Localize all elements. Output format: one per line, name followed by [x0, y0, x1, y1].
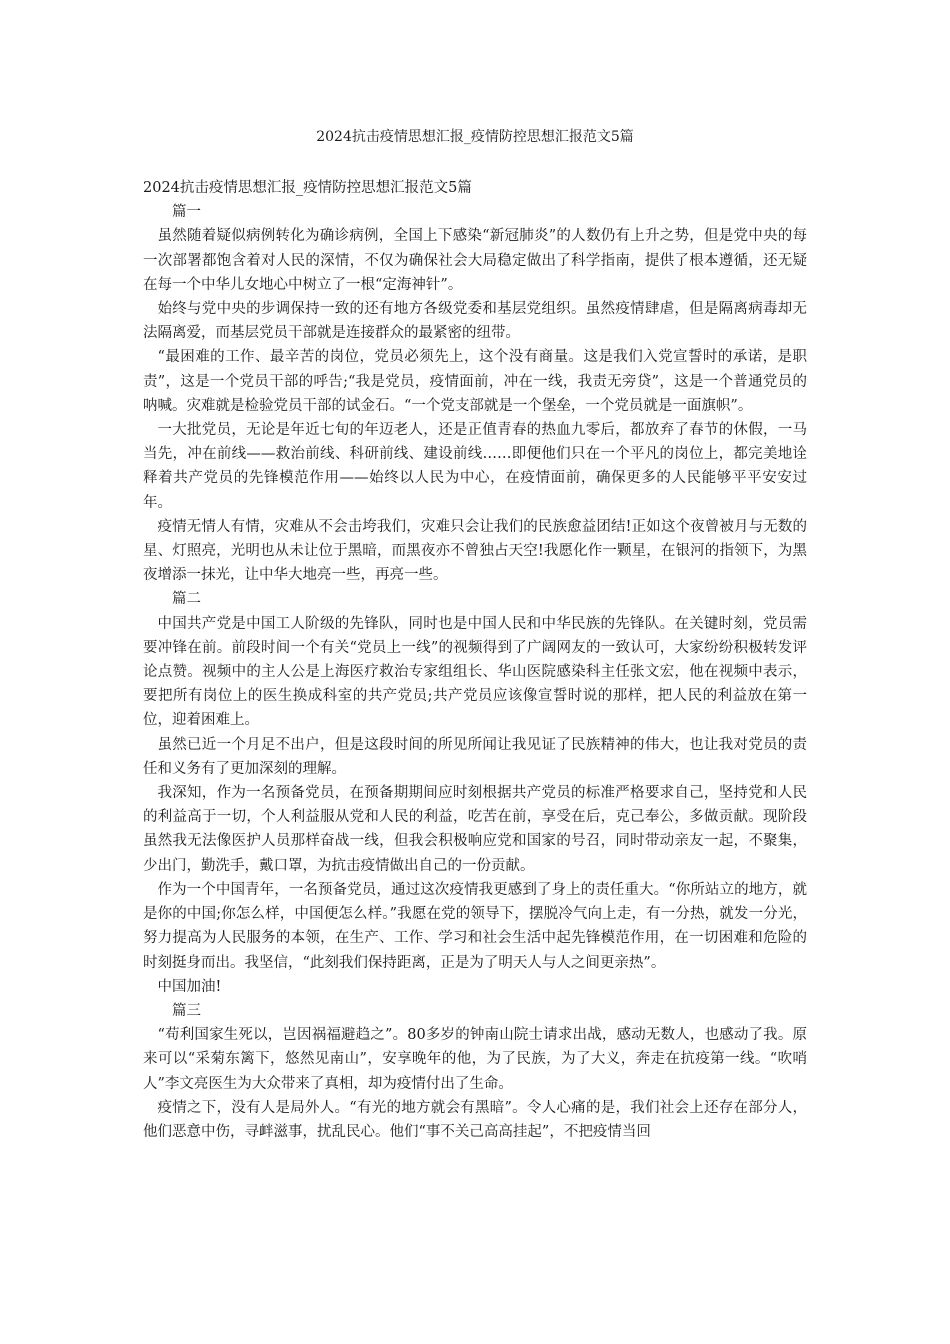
document-subtitle: 2024抗击疫情思想汇报_疫情防控思想汇报范文5篇 [143, 180, 472, 196]
paragraph: 疫情无情人有情，灾难从不会击垮我们，灾难只会让我们的民族愈益团结!正如这个夜曾被月与无数的星、灯照亮，光明也从未让位于黑暗，而黑夜亦不曾独占天空!我愿化作一颗星，在银河的指领下，为黑夜增添一抹光，让中华大地亮一些，再亮一些。 [143, 518, 807, 584]
document-body [143, 176, 807, 1144]
document-title: 2024抗击疫情思想汇报_疫情防控思想汇报范文5篇 [316, 129, 634, 145]
section-heading-2: 篇二 [172, 591, 201, 608]
paragraph: 作为一个中国青年，一名预备党员，通过这次疫情我更感到了身上的责任重大。“你所站立的地方，就是你的中国;你怎么样，中国便怎么样。”我愿在党的领导下，摆脱冷气向上走，有一分热，就发一分光，努力提高为人民服务的本领，在生产、工作、学习和社会生活中起先锋模范作用，在一切困难和危险的时刻挺身而出。我坚信，“此刻我们保持距离，正是为了明天人与人之间更亲热”。 [143, 881, 807, 971]
paragraph: 中国加油! [157, 978, 222, 995]
paragraph: 我深知，作为一名预备党员，在预备期期间应时刻根据共产党员的标准严格要求自己，坚持党和人民的利益高于一切，个人利益服从党和人民的利益，吃苦在前，享受在后，克己奉公，多做贡献。现阶段虽然我无法像医护人员那样奋战一线，但我会积极响应党和国家的号召，同时带动亲友一起，不聚集，少出门，勤洗手，戴口罩，为抗击疫情做出自己的一份贡献。 [143, 785, 807, 874]
section-heading-3: 篇三 [172, 1002, 201, 1019]
paragraph: “最困难的工作、最辛苦的岗位，党员必须先上，这个没有商量。这是我们入党宣誓时的承诺，是职责”，这是一个党员干部的呼告;“我是党员，疫情面前，冲在一线，我责无旁贷”，这是一个普通党员的呐喊。灾难就是检验党员干部的试金石。“一个党支部就是一个堡垒，一个党员就是一面旗帜”。 [143, 349, 807, 414]
paragraph: 始终与党中央的步调保持一致的还有地方各级党委和基层党组织。虽然疫情肆虐，但是隔离病毒却无法隔离爱，而基层党员干部就是连接群众的最紧密的纽带。 [143, 301, 807, 342]
paragraph: 一大批党员，无论是年近七旬的年迈老人，还是正值青春的热血九零后，都放弃了春节的休假，一马当先，冲在前线——救治前线、科研前线、建设前线……即便他们只在一个平凡的岗位上，都完美地诠释着共产党员的先锋模范作用——始终以人民为中心，在疫情面前，确保更多的人民能够平平安安过年。 [143, 422, 807, 511]
paragraph: 疫情之下，没有人是局外人。“有光的地方就会有黑暗”。令人心痛的是，我们社会上还存在部分人，他们恶意中伤，寻衅滋事，扰乱民心。他们“事不关己高高挂起”，不把疫情当回 [143, 1099, 807, 1140]
paragraph: 虽然随着疑似病例转化为确诊病例，全国上下感染“新冠肺炎”的人数仍有上升之势，但是党中央的每一次部署都饱含着对人民的深情，不仅为确保社会大局稳定做出了科学指南，提供了根本遵循，还无疑在每一个中华儿女地心中树立了一根“定海神针”。 [143, 228, 807, 293]
paragraph: 中国共产党是中国工人阶级的先锋队，同时也是中国人民和中华民族的先锋队。在关键时刻，党员需要冲锋在前。前段时间一个有关“党员上一线”的视频得到了广阔网友的一致认可，大家纷纷积极转发评论点赞。视频中的主人公是上海医疗救治专家组组长、华山医院感染科主任张文宏，他在视频中表示，要把所有岗位上的医生换成科室的共产党员;共产党员应该像宣誓时说的那样，把人民的利益放在第一位，迎着困难上。 [143, 615, 807, 729]
section-heading-1: 篇一 [172, 204, 201, 221]
paragraph: “苟利国家生死以，岂因祸福避趋之”。80多岁的钟南山院士请求出战，感动无数人，也感动了我。原来可以“采菊东篱下，悠然见南山”，安享晚年的他，为了民族，为了大义，奔走在抗疫第一线。“吹哨人”李文亮医生为大众带来了真相，却为疫情付出了生命。 [143, 1027, 807, 1092]
paragraph: 虽然已近一个月足不出户，但是这段时间的所见所闻让我见证了民族精神的伟大，也让我对党员的责任和义务有了更加深刻的理解。 [143, 736, 807, 777]
